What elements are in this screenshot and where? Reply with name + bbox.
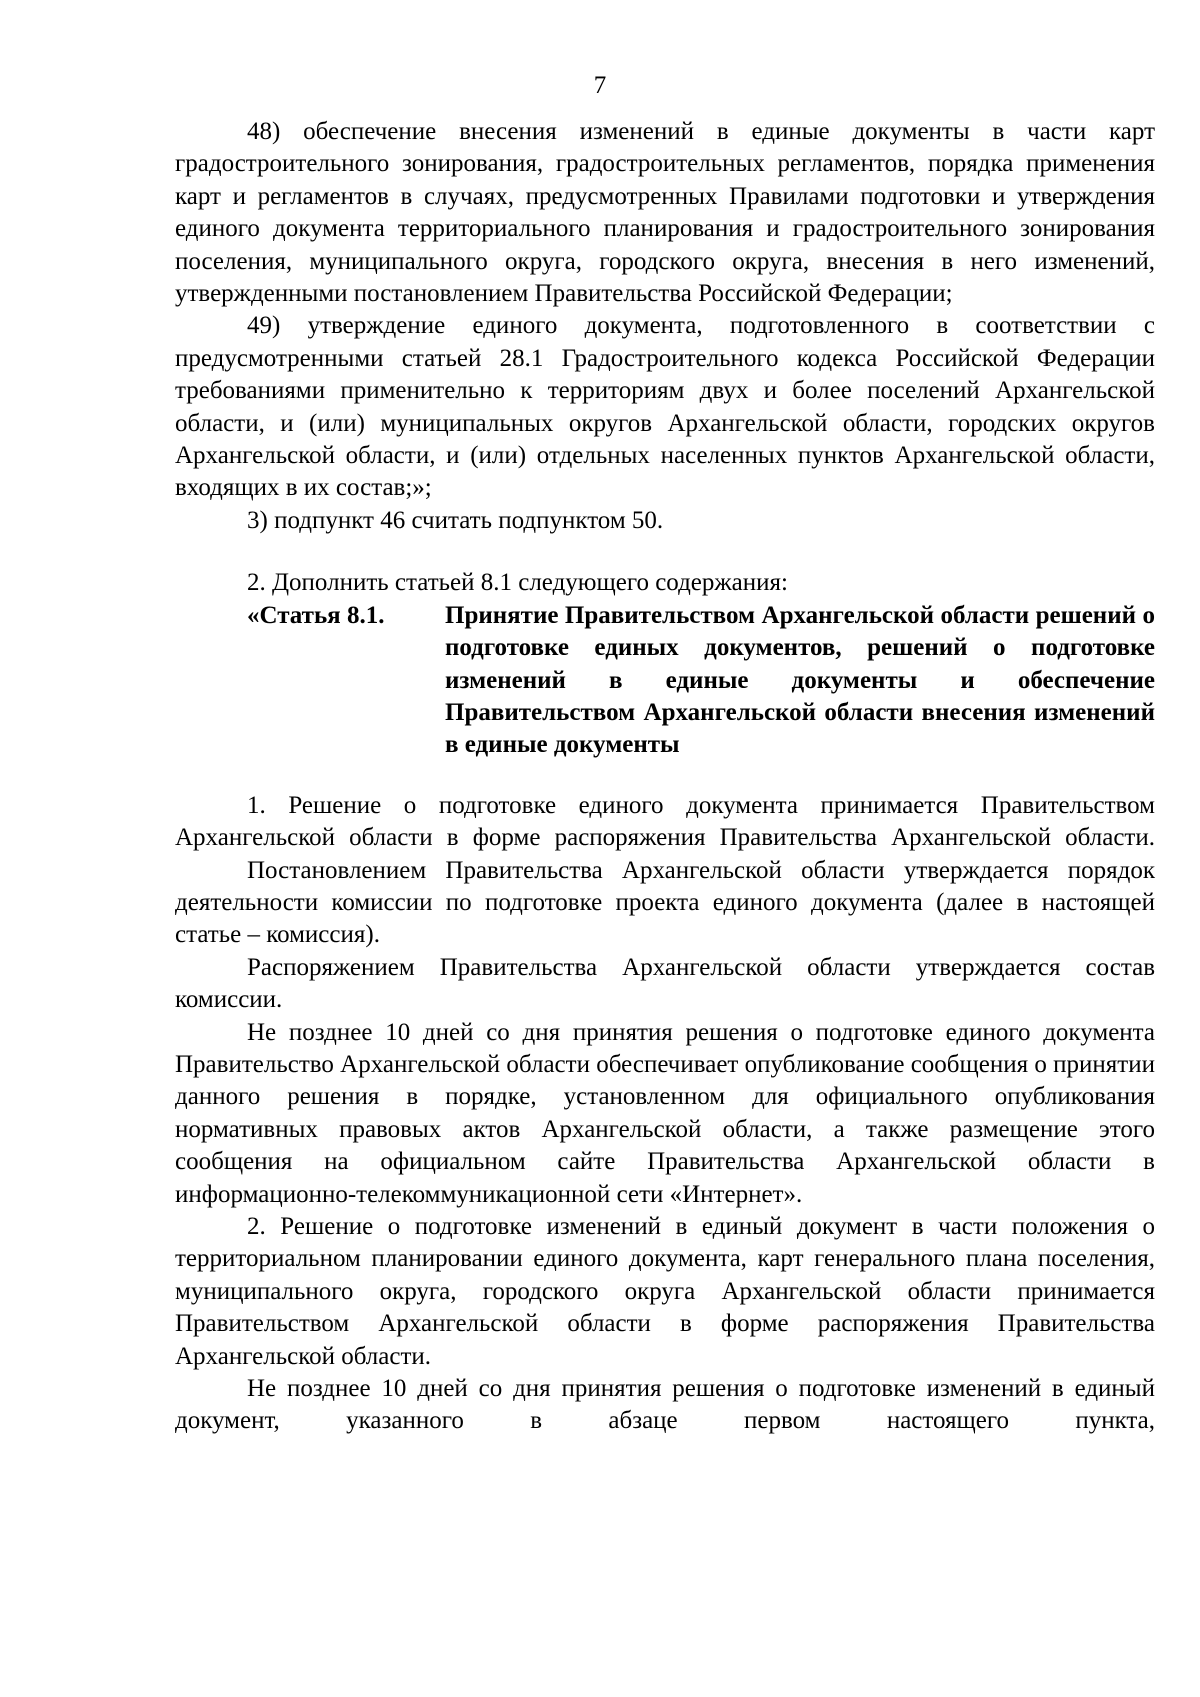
article-item-1: 1. Решение о подготовке единого документа принимается Правительством Архангельской области в форме распоряжения Правительства Архангельской области. — [175, 791, 1155, 852]
paragraph-rasporyazhenie: Распоряжением Правительства Архангельской области утверждается состав комиссии. — [175, 953, 1155, 1014]
paragraph-publication-deadline: Не позднее 10 дней со дня принятия решения о подготовке единого документа Правительство Архангельской области обеспечивает опубликование сообщения о принятии данного решения в порядке, установленном для официального опубликования нормативных правовых актов Архангельской области, а также размещение этого сообщения на официальном сайте Правительства Архангельской области в информационно-телекоммуникационной сети «Интернет». — [175, 1018, 1155, 1208]
paragraph-amendment-2: 2. Дополнить статьей 8.1 следующего содержания: — [247, 569, 788, 597]
article-title: Принятие Правительством Архангельской области решений о подготовке единых документов, решений о подготовке изменений в единые документы и обеспечение Правительством Архангельской области внесения изменений в единые документы — [445, 601, 1155, 759]
article-item-2: 2. Решение о подготовке изменений в единый документ в части положения о территориальном планировании единого документа, карт генерального плана поселения, муниципального округа, городского округа Архангельской области принимается Правительством Архангельской области в форме распоряжения Правительства Архангельской области. — [175, 1213, 1155, 1370]
article-label: «Статья 8.1. — [247, 601, 385, 629]
paragraph-item-49: 49) утверждение единого документа, подготовленного в соответствии с предусмотренными статьей 28.1 Градостроительного кодекса Российской Федерации требованиями применительно к территориям двух и более поселений Архангельской области, и (или) муниципальных округов Архангельской области, городских округов Архангельской области, и (или) отдельных населенных пунктов Архангельской области, входящих в их состав;»; — [175, 312, 1155, 502]
paragraph-item-48: 48) обеспечение внесения изменений в единые документы в части карт градостроительного зонирования, градостроительных регламентов, порядка применения карт и регламентов в случаях, предусмотренных Правилами подготовки и утверждения единого документа территориального планирования и градостроительного зонирования поселения, муниципального округа, городского округа, внесения в него изменений, утвержденными постановлением Правительства Российской Федерации; — [175, 118, 1155, 308]
paragraph-amendment-deadline: Не позднее 10 дней со дня принятия решения о подготовке изменений в единый документ, указанного в абзаце первом настоящего пункта, — [175, 1375, 1155, 1435]
page-number: 7 — [593, 72, 607, 99]
paragraph-postanovlenie: Постановлением Правительства Архангельской области утверждается порядок деятельности комиссии по подготовке проекта единого документа (далее в настоящей статье – комиссия). — [175, 856, 1155, 949]
document-body — [175, 116, 1155, 1438]
paragraph-item-3: 3) подпункт 46 считать подпунктом 50. — [247, 506, 664, 534]
article-heading — [175, 600, 1155, 762]
